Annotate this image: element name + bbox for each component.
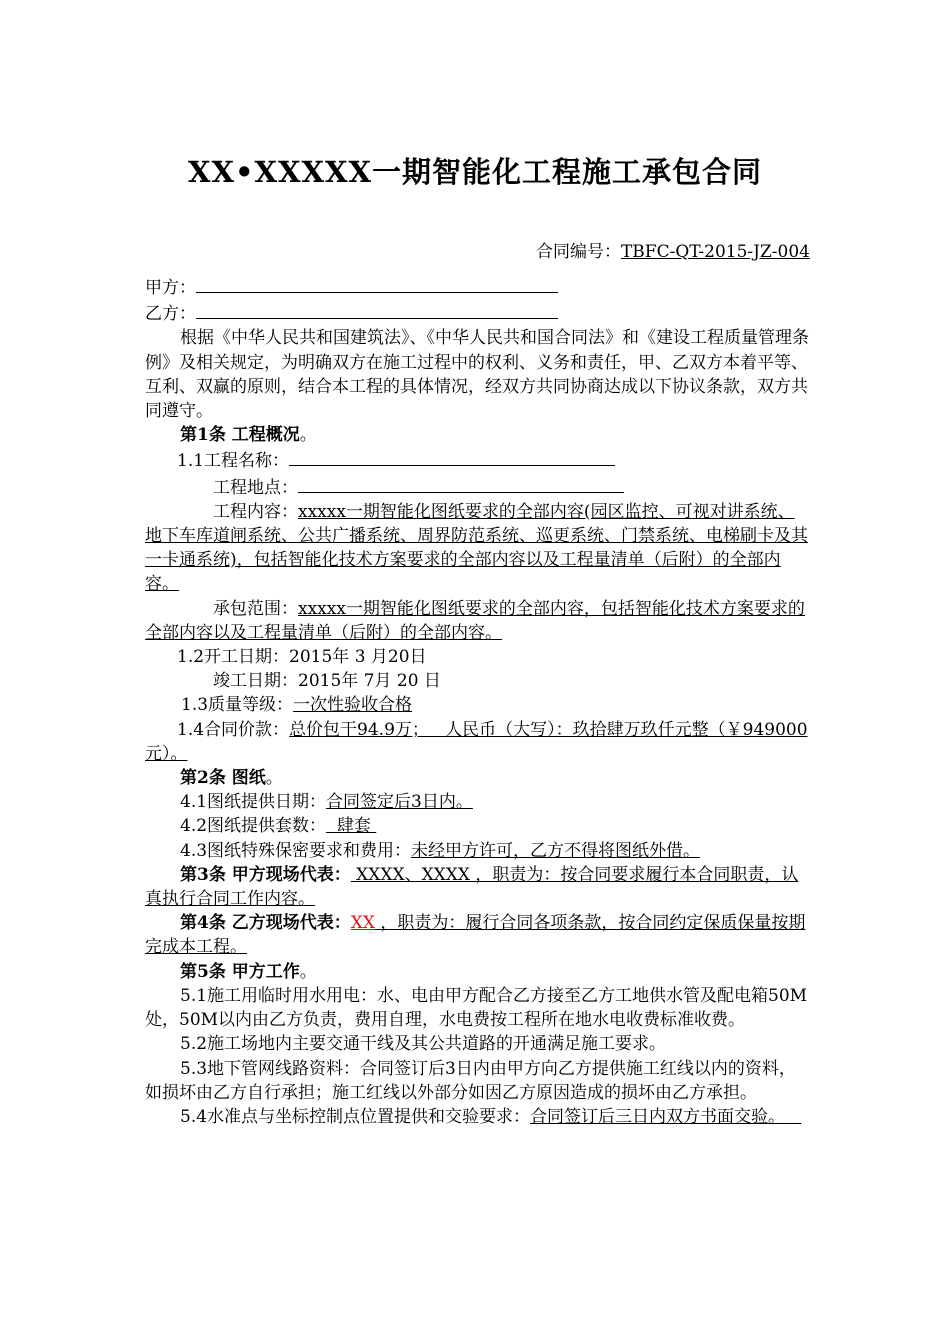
article-1-tail: 。 (299, 425, 317, 446)
article-5-item-2: 5.2施工场地内主要交通干线及其公共道路的开通满足施工要求。 (180, 1034, 667, 1055)
article-5-title: 第5条 甲方工作 (180, 961, 300, 982)
party-a-rep-duty: ，职责为：按合同要求履行本合同职责，认真执行合同工作内容。 (145, 864, 799, 910)
price-label: 1.4合同价款： (177, 719, 290, 740)
article-4-paragraph (145, 911, 810, 959)
contract-number-value: TBFC-QT-2015-JZ-004 (620, 242, 810, 262)
end-date-line (145, 669, 810, 693)
price-value-total: 总价包干94.9万； (289, 719, 429, 740)
quality-label: 1.3质量等级： (181, 695, 294, 716)
party-b-rep-name: XX (350, 913, 375, 934)
project-content-value: xxxxx一期智能化图纸要求的全部内容(园区监控、可视对讲系统、地下车库道闸系统、公共广播系统、周界防范系统、巡更系统、门禁系统、电梯刷卡及其一卡通系统)，包括智能化技术方案要求的全部内容以及工程量清单（后附）的全部内容。 (145, 501, 808, 595)
contract-scope-paragraph (145, 597, 810, 645)
article-5-item-3: 5.3地下管网线路资料：合同签订后3日内由甲方向乙方提供施工红线以内的资料，如损坏由乙方自行承担；施工红线以外部分如因乙方原因造成的损坏由乙方承担。 (145, 1058, 796, 1103)
article-5-tail: 。 (299, 961, 317, 982)
drawings-sets-label: 4.2图纸提供套数： (180, 816, 327, 837)
article-3-title: 第3条 甲方现场代表： (180, 864, 351, 885)
article-1-title: 第1条 工程概况 (180, 425, 300, 446)
project-site-blank (298, 474, 624, 493)
price-value-figures: （￥949000元）。 (145, 719, 808, 764)
party-a-label: 甲方： (145, 278, 196, 298)
party-b-blank (196, 300, 558, 319)
end-date-value: 2015年 7月 20 日 (298, 671, 441, 692)
benchmark-value: 合同签订后三日内双方书面交验。 (530, 1106, 786, 1127)
party-b-rep-duty: ，职责为：履行合同各项条款，按合同约定保质保量按期完成本工程。 (145, 913, 806, 958)
drawings-sets-value: 肆套 (336, 816, 371, 837)
end-date-label: 竣工日期： (213, 671, 298, 692)
preamble-paragraph: 根据《中华人民共和国建筑法》、《中华人民共和国合同法》和《建设工程质量管理条例》及相关规定，为明确双方在施工过程中的权利、义务和责任，甲、乙双方本着平等、互利、双赢的原则，结合本工程的具体情况，经双方共同协商达成以下协议条款，双方共同遵守。 (145, 328, 809, 422)
drawings-date-label: 4.1图纸提供日期： (180, 792, 327, 813)
party-b-label: 乙方： (145, 304, 196, 325)
contract-scope-value: xxxxx一期智能化图纸要求的全部内容，包括智能化技术方案要求的全部内容以及工程量清单（后附）的全部内容。 (145, 598, 805, 643)
article-4-title: 第4条 乙方现场代表： (180, 913, 351, 934)
start-date-label: 1.2开工日期： (177, 647, 290, 668)
document-title: XX•XXXXX一期智能化工程施工承包合同 (187, 155, 763, 189)
drawings-date-value: 合同签定后3日内。 (326, 792, 473, 813)
drawings-date-line (145, 790, 810, 814)
article-3-paragraph (145, 863, 810, 911)
party-a-blank (196, 274, 558, 293)
article-5-item-1: 5.1施工用临时用水用电：水、电由甲方配合乙方接至乙方工地供水管及配电箱50M处，50M以内由乙方负责，费用自理，水电费按工程所在地水电收费标准收费。 (145, 985, 808, 1031)
price-paragraph (145, 718, 810, 766)
party-b-line (145, 300, 810, 326)
quality-line (145, 693, 810, 717)
drawings-secrecy-value: 未经甲方许可，乙方不得将图纸外借。 (411, 840, 701, 861)
start-date-line (145, 645, 810, 669)
document-body (145, 274, 810, 1129)
project-name-line (145, 447, 810, 473)
quality-value: 一次性验收合格 (293, 695, 413, 716)
price-value-words: 人民币（大写）：玖拾肆万玖仟元整 (445, 719, 709, 740)
party-a-line (145, 274, 810, 300)
article-5-item-4 (145, 1105, 810, 1129)
article-2-title: 第2条 图纸 (180, 768, 266, 789)
drawings-sets-line (145, 814, 810, 838)
contract-scope-label: 承包范围： (213, 598, 298, 619)
start-date-value: 2015年 3 月20日 (289, 647, 427, 668)
contract-number (536, 237, 818, 262)
article-2-tail: 。 (265, 768, 283, 789)
project-content-label: 工程内容： (213, 501, 298, 522)
drawings-secrecy-line (145, 839, 810, 863)
drawings-secrecy-label: 4.3图纸特殊保密要求和费用： (180, 840, 412, 861)
project-site-line (145, 474, 810, 500)
contract-number-label: 合同编号： (535, 242, 621, 262)
party-a-rep-name: XXXX、XXXX (356, 864, 470, 885)
benchmark-label: 5.4水准点与坐标控制点位置提供和交验要求： (180, 1106, 531, 1127)
article-2-heading (145, 766, 810, 790)
project-content-paragraph (145, 500, 810, 597)
project-site-label: 工程地点： (213, 477, 298, 498)
project-name-label: 1.1工程名称： (177, 451, 290, 472)
article-1-heading (145, 423, 810, 447)
article-5-heading (145, 960, 810, 984)
project-name-blank (289, 447, 615, 466)
